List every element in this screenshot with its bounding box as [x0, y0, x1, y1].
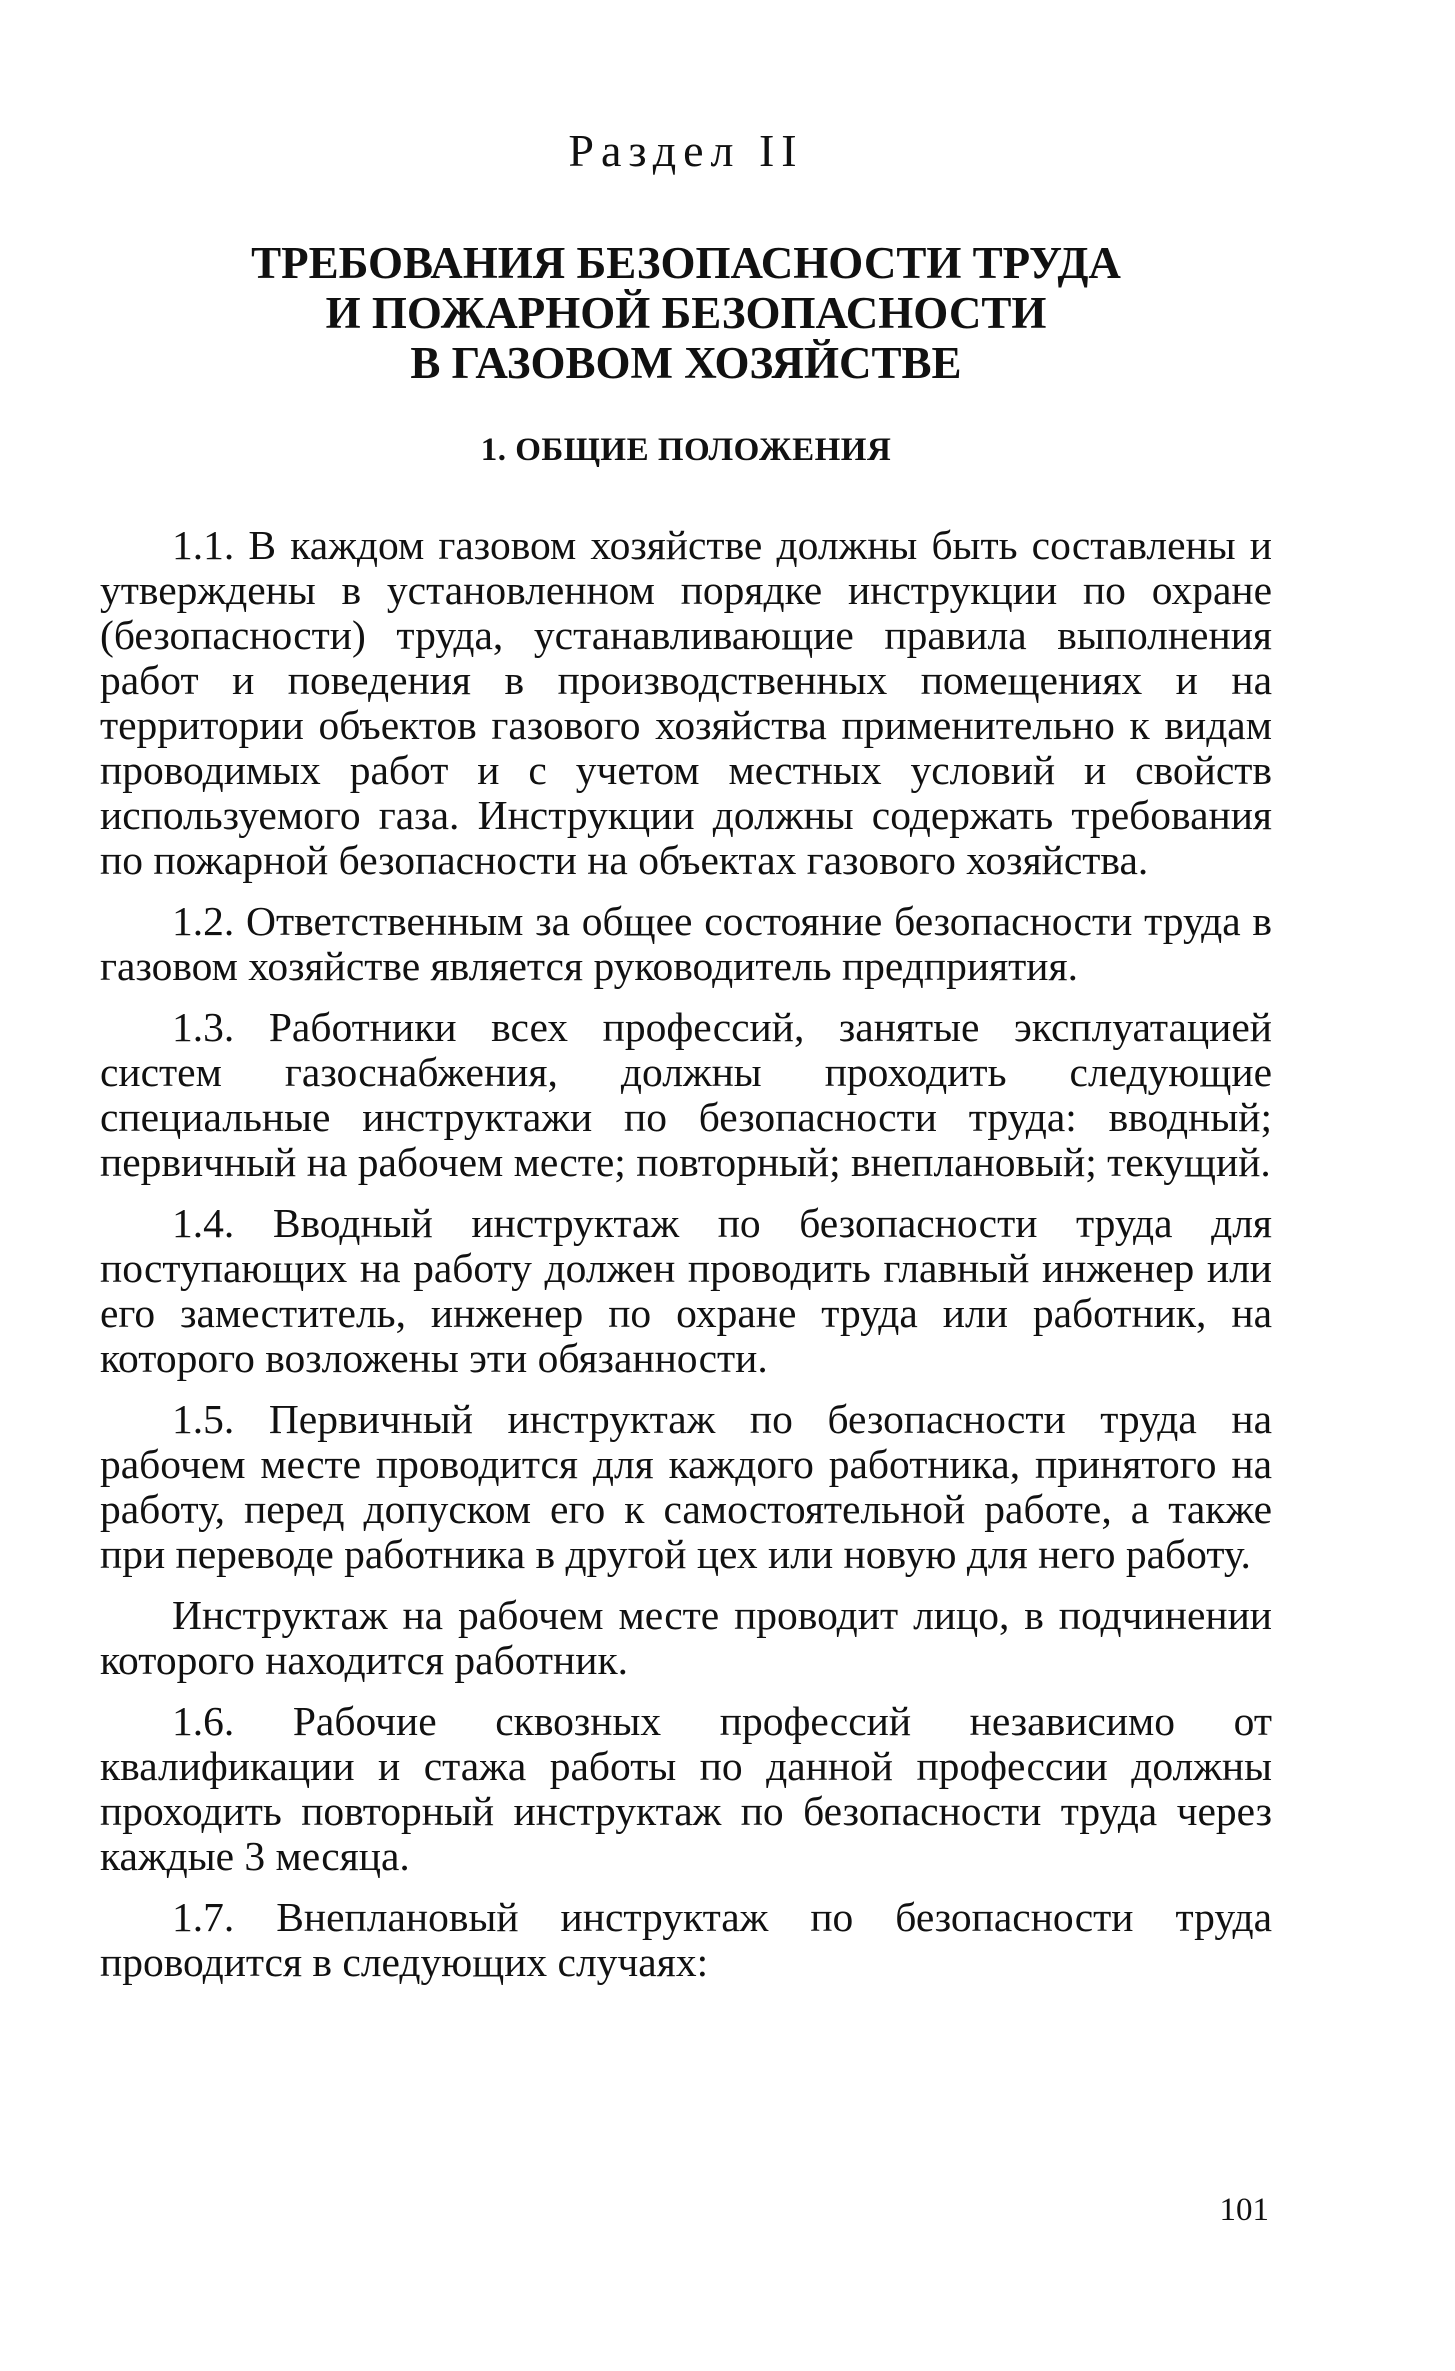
- body-text: [100, 523, 1272, 2001]
- paragraph-1-6: 1.6. Рабочие сквозных профессий независимо от квалификации и стажа работы по данной профессии должны проходить повторный инструктаж по безопасности труда через каждые 3 месяца.: [100, 1698, 1272, 1879]
- paragraph-1-4: 1.4. Вводный инструктаж по безопасности труда для поступающих на работу должен проводить главный инженер или его заместитель, инженер по охране труда или работник, на которого возложены эти обязанности.: [100, 1200, 1272, 1381]
- paragraph-1-1: 1.1. В каждом газовом хозяйстве должны быть составлены и утверждены в установленном порядке инструкции по охране (безопасности) труда, устанавливающие правила выполнения работ и поведения в производственных помещениях и на территории объектов газового хозяйства применительно к видам проводимых работ и с учетом местных условий и свойств используемого газа. Инструкции должны содержать требования по пожарной безопасности на объектах газового хозяйства.: [100, 522, 1272, 883]
- paragraph-1-5: 1.5. Первичный инструктаж по безопасности труда на рабочем месте проводится для каждого работника, принятого на работу, перед допуском его к самостоятельной работе, а также при переводе работника в другой цех или новую для него работу.: [100, 1396, 1272, 1577]
- page-number: 101: [1219, 2192, 1269, 2228]
- paragraph-1-3: 1.3. Работники всех профессий, занятые эксплуатацией систем газоснабжения, должны проходить следующие специальные инструктажи по безопасности труда: вводный; первичный на рабочем месте; повторный; внеплановый; текущий.: [100, 1004, 1272, 1185]
- main-title-line-3: В ГАЗОВОМ ХОЗЯЙСТВЕ: [410, 338, 962, 388]
- subsection-title: 1. ОБЩИЕ ПОЛОЖЕНИЯ: [480, 432, 892, 468]
- paragraph-1-5-continuation: Инструктаж на рабочем месте проводит лицо, в подчинении которого находится работник.: [100, 1592, 1272, 1683]
- paragraph-1-2: 1.2. Ответственным за общее состояние безопасности труда в газовом хозяйстве является руководитель предприятия.: [100, 898, 1272, 989]
- main-title-line-2: И ПОЖАРНОЙ БЕЗОПАСНОСТИ: [325, 288, 1047, 338]
- paragraph-1-7: 1.7. Внеплановый инструктаж по безопасности труда проводится в следующих случаях:: [100, 1894, 1272, 1985]
- document-page: [100, 0, 1272, 2371]
- section-label: Раздел II: [568, 125, 804, 176]
- main-title-line-1: ТРЕБОВАНИЯ БЕЗОПАСНОСТИ ТРУДА: [251, 238, 1121, 288]
- main-title: [100, 238, 1272, 388]
